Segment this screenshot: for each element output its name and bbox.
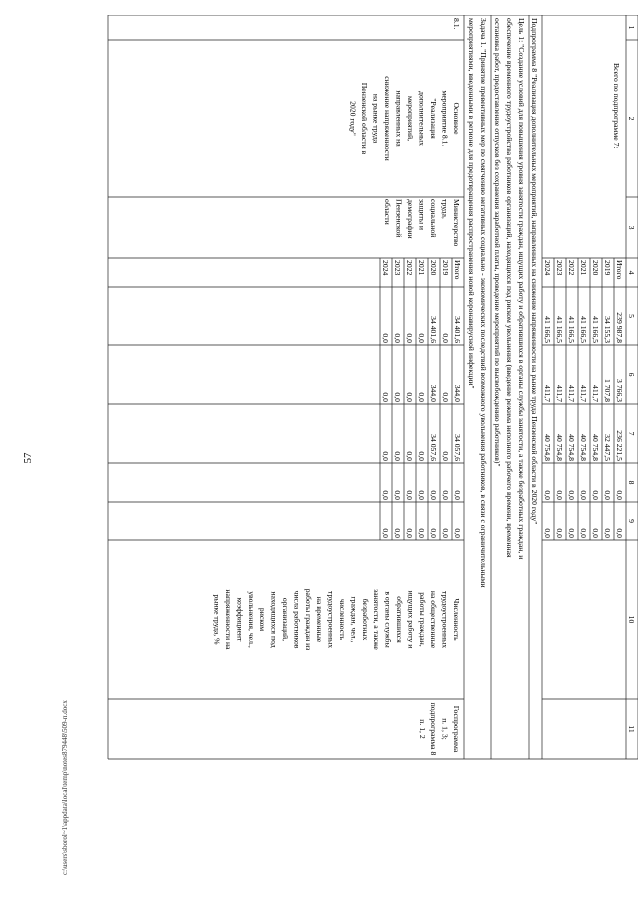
total-row-cell: 3 766,3 (615, 378, 624, 402)
file-path-footer: c:\users\sborol~1\appdata\local\temp\notes879448\509-п.docx (61, 700, 69, 875)
total-row-cell: 239 987,8 (615, 312, 624, 343)
measure-indicator-line: напряженности на (224, 589, 233, 650)
measure-row-cell: 2024 (381, 260, 390, 276)
total-row-cell: 0,0 (591, 490, 600, 500)
column-number-header: 6 (627, 372, 636, 377)
measure-executor-line: демографии (406, 199, 415, 239)
total-row-cell: 32 447,5 (603, 434, 612, 461)
measure-executor-line: Пензенской (394, 199, 404, 238)
measure-row-cell: 2020 (429, 260, 438, 276)
measure-row-cell: 34 057,6 (453, 434, 462, 461)
total-row-cell: 2021 (579, 260, 588, 276)
measure-row-cell: 0,0 (417, 451, 426, 461)
total-row-cell: 2022 (567, 260, 576, 276)
measure-name-line: дополнительных (417, 91, 427, 146)
total-row-cell: 34 155,3 (603, 316, 612, 343)
measure-name-line: мероприятие 8.1. (440, 90, 450, 147)
total-row-cell: 0,0 (555, 528, 564, 538)
measure-name-line: на рынке труда (371, 93, 381, 144)
measure-name-line: направленных на (394, 90, 404, 147)
measure-executor-line: Министерство (452, 199, 461, 247)
measure-row-cell: 34 401,6 (429, 316, 438, 343)
measure-indicator-line: занятости, а также (372, 589, 382, 650)
rotated-table-page (88, 15, 638, 875)
total-row-cell: 40 754,8 (567, 434, 576, 461)
measure-indicator-line: риском (258, 607, 268, 632)
column-number-header: 9 (627, 519, 636, 523)
measure-row-cell: 344,0 (429, 384, 438, 402)
total-row-cell: 2024 (543, 260, 552, 276)
measure-indicator-line: на временные (315, 596, 325, 643)
measure-row-cell: 0,0 (405, 490, 414, 500)
total-row-cell: 411,7 (543, 384, 552, 402)
measure-name-line: "Реализация (429, 98, 438, 139)
measure-indicator-line: коэффициент (235, 597, 245, 642)
measure-row-cell: Итого (453, 260, 462, 280)
measure-indicator-line: численность (338, 598, 347, 641)
measure-indicator-line: трудоустроенных (326, 590, 336, 649)
total-row-cell: 40 754,8 (591, 434, 600, 461)
measure-row-cell: 0,0 (381, 333, 390, 343)
task-text-line: мероприятиями, введенными в регионе для предотвращения распространения новой коронавирусной инфекции" (467, 18, 476, 389)
measure-indicator-line: организаций, (281, 597, 290, 642)
total-row-cell: 236 221,5 (615, 430, 624, 461)
total-row-cell: 411,7 (579, 384, 588, 402)
budget-table (88, 15, 638, 875)
column-number-header: 2 (627, 116, 636, 121)
measure-executor-line: защиты и (417, 199, 427, 231)
goal-text-line: остановка работ, предоставление отпусков без сохранения заработной платы, проведение мероприятий по высвобождению работников)" (493, 18, 502, 467)
measure-indicator-line: ищущих работу и (406, 590, 416, 649)
measure-executor-line: социальной (429, 199, 438, 238)
goal-text-line: Цель 1: "Создание условий для повышения уровня занятости граждан, ищущих работу и обратившихся в органы службы занятости, а также безработных граждан, и (517, 18, 526, 560)
measure-row-cell: 0,0 (405, 451, 414, 461)
total-row-cell: 0,0 (555, 490, 564, 500)
measure-indicator-line: безработных (360, 598, 370, 641)
measure-row-cell: 0,0 (441, 333, 450, 343)
total-row-cell: 41 166,5 (567, 316, 576, 343)
measure-row-cell: 0,0 (441, 451, 450, 461)
total-row-cell: 41 166,5 (591, 316, 600, 343)
measure-row-cell: 0,0 (405, 528, 414, 538)
column-number-header: 5 (627, 314, 636, 318)
measure-program-ref-line: Госпрограмма (452, 705, 461, 753)
total-row-cell: 411,7 (555, 384, 564, 402)
measure-row-cell: 2021 (417, 260, 426, 276)
measure-row-cell: 2019 (441, 260, 450, 276)
total-row-label: Всего по подпрограмме 7: (612, 63, 621, 149)
total-row-cell: Итого (615, 260, 624, 280)
column-number-header: 1 (627, 25, 636, 30)
total-row-cell: 40 754,8 (579, 434, 588, 461)
measure-row-cell: 0,0 (393, 528, 402, 538)
page-number: 57 (22, 452, 34, 464)
measure-row-cell: 0,0 (405, 392, 414, 402)
measure-row-cell: 0,0 (417, 392, 426, 402)
column-number-header: 7 (627, 431, 636, 436)
measure-row-cell: 0,0 (417, 490, 426, 500)
total-row-cell: 40 754,8 (543, 434, 552, 461)
measure-indicator-line: трудоустроенных (440, 590, 450, 649)
measure-row-cell: 344,0 (453, 384, 462, 402)
total-row-cell: 0,0 (567, 490, 576, 500)
measure-row-cell: 0,0 (453, 490, 462, 500)
total-row-cell: 40 754,8 (555, 434, 564, 461)
measure-program-ref-line: подпрограмма 8 (429, 702, 439, 756)
measure-program-ref-line: п. 1, 2 (417, 719, 427, 739)
measure-row-cell: 0,0 (393, 392, 402, 402)
measure-name-line: 2020 году" (348, 101, 358, 136)
task-text-line: Задача 1. "Принятие превентивных мер по смягчению негативных социально - экономических последствий возможного увольнения работников, в связи с ограничительными (479, 18, 488, 588)
measure-name-line: мероприятий, (406, 95, 415, 142)
measure-indicator-line: обратившихся (395, 596, 404, 643)
measure-row-cell: 34 057,6 (429, 434, 438, 461)
total-row-cell: 2019 (603, 260, 612, 276)
measure-name-line: Пензенской области в (360, 82, 369, 155)
total-row-cell: 0,0 (543, 490, 552, 500)
measure-name-line: Основное (452, 102, 461, 135)
total-row-cell: 0,0 (591, 528, 600, 538)
total-row-cell: 411,7 (591, 384, 600, 402)
subprogram-title: Подпрограмма 8 "Реализация дополнительных мероприятий, направленных на снижение напряженности на рынке труда Пензенской области в 2020 году" (530, 18, 539, 525)
column-number-header: 10 (627, 615, 636, 624)
total-row-cell: 0,0 (579, 528, 588, 538)
measure-number: 8.1. (452, 18, 461, 30)
total-row-cell: 41 166,5 (543, 316, 552, 343)
measure-indicator-line: Численность (452, 598, 461, 641)
total-row-cell: 411,7 (567, 384, 576, 402)
measure-row-cell: 0,0 (441, 528, 450, 538)
total-row-cell: 0,0 (579, 490, 588, 500)
column-number-header: 4 (627, 270, 636, 275)
total-row-cell: 41 166,5 (555, 316, 564, 343)
measure-row-cell: 0,0 (393, 333, 402, 343)
measure-row-cell: 0,0 (381, 392, 390, 402)
measure-indicator-line: в органы службы (383, 591, 393, 648)
measure-row-cell: 0,0 (453, 528, 462, 538)
measure-executor-line: области (383, 199, 392, 225)
measure-row-cell: 0,0 (417, 333, 426, 343)
measure-row-cell: 0,0 (393, 490, 402, 500)
measure-indicator-line: рынке труда, % (212, 594, 222, 645)
total-row-cell: 2020 (591, 260, 600, 276)
measure-indicator-line: граждан, чел., (349, 596, 359, 643)
measure-row-cell: 0,0 (381, 451, 390, 461)
total-row-cell: 0,0 (543, 528, 552, 538)
column-number-header: 8 (627, 480, 636, 485)
measure-row-cell: 0,0 (417, 528, 426, 538)
measure-indicator-line: числа работников (292, 590, 302, 649)
measure-row-cell: 0,0 (429, 528, 438, 538)
measure-row-cell: 0,0 (429, 490, 438, 500)
total-row-cell: 0,0 (615, 528, 624, 538)
goal-text-line: обеспечение временного трудоустройства работников организаций, находящихся под риском увольнения (введение режима неполного рабочего времени, временная (505, 18, 514, 558)
measure-row-cell: 0,0 (405, 333, 414, 343)
measure-indicator-line: находящихся под (269, 591, 279, 648)
total-row-cell: 2023 (555, 260, 564, 276)
measure-row-cell: 0,0 (393, 451, 402, 461)
measure-row-cell: 0,0 (381, 528, 390, 538)
measure-indicator-line: увольнения, чел., (246, 591, 256, 648)
measure-row-cell: 0,0 (441, 392, 450, 402)
measure-row-cell: 0,0 (441, 490, 450, 500)
measure-row-cell: 2023 (393, 260, 402, 276)
total-row-cell: 0,0 (603, 490, 612, 500)
measure-program-ref-line: п. 1, 3; (440, 718, 450, 740)
measure-indicator-line: работы граждан, (417, 592, 427, 647)
total-row-cell: 0,0 (615, 490, 624, 500)
measure-name-line: снижение напряженности (383, 76, 392, 161)
measure-indicator-line: работы граждан из (303, 588, 313, 651)
measure-row-cell: 34 401,6 (453, 316, 462, 343)
measure-indicator-line: на общественные (429, 590, 439, 649)
measure-row-cell: 2022 (405, 260, 414, 276)
measure-row-cell: 0,0 (381, 490, 390, 500)
column-number-header: 3 (627, 225, 636, 230)
total-row-cell: 41 166,5 (579, 316, 588, 343)
total-row-cell: 1 707,8 (603, 378, 612, 402)
column-number-header: 11 (627, 725, 636, 733)
total-row-cell: 0,0 (567, 528, 576, 538)
measure-executor-line: труда, (440, 199, 450, 219)
total-row-cell: 0,0 (603, 528, 612, 538)
